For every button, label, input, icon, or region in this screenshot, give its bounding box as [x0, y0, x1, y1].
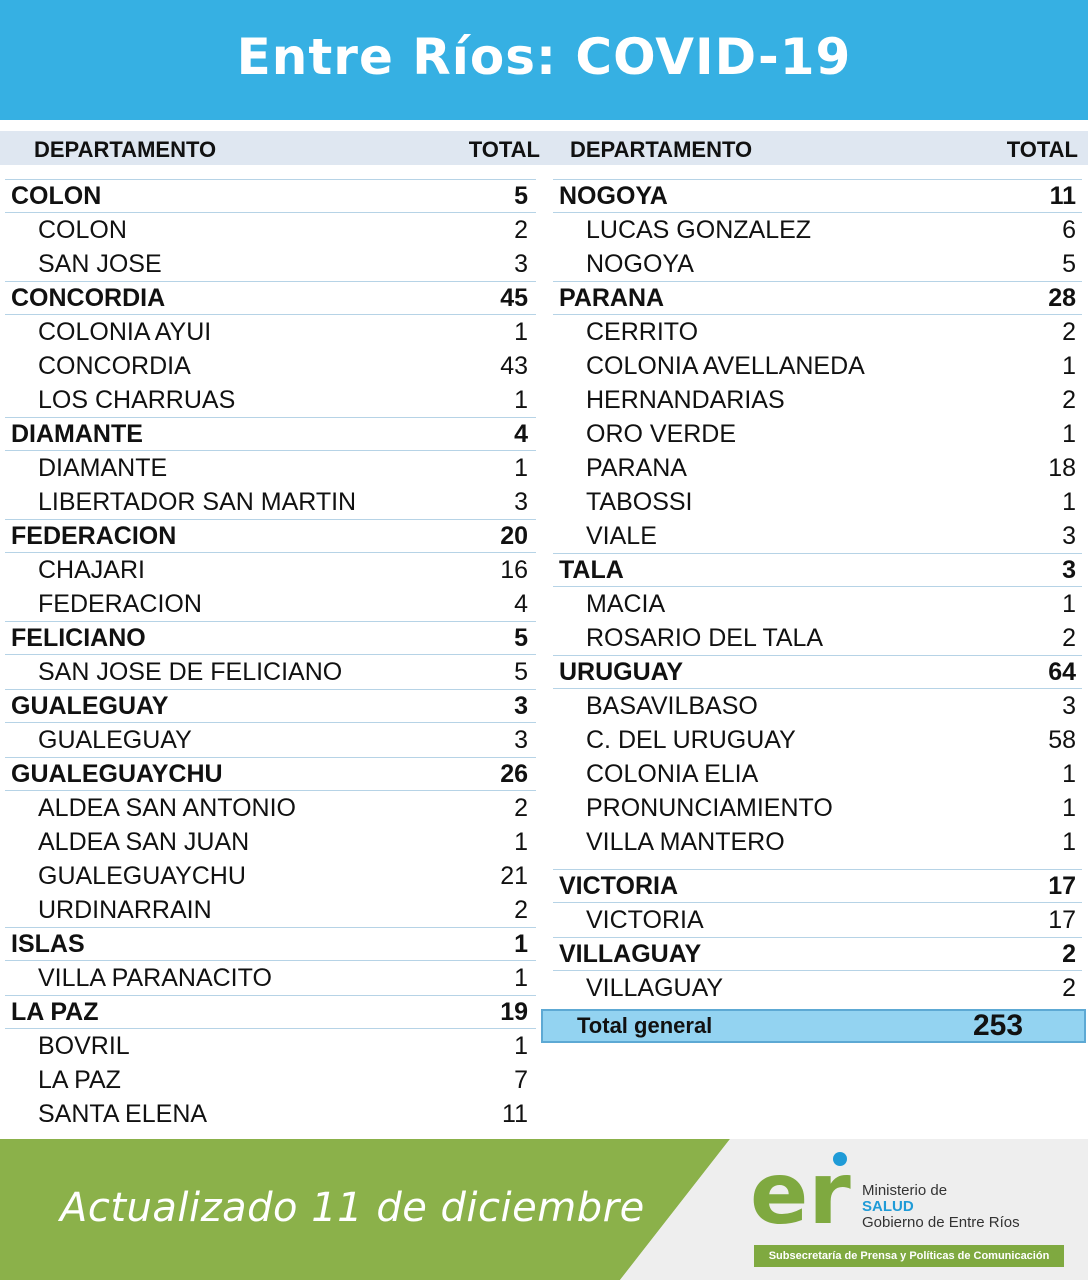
locality-total: 1 — [514, 385, 528, 414]
department-total: 17 — [1048, 871, 1076, 900]
locality-total: 17 — [1048, 905, 1076, 934]
locality-name: ALDEA SAN ANTONIO — [38, 793, 296, 822]
locality-row — [5, 893, 536, 927]
locality-total: 1 — [1062, 487, 1076, 516]
locality-row — [553, 971, 1082, 1005]
department-row — [5, 179, 536, 213]
locality-total: 4 — [514, 589, 528, 618]
locality-row — [5, 485, 536, 519]
locality-row — [553, 315, 1082, 349]
subsecretaria-band: Subsecretaría de Prensa y Políticas de Comunicación — [754, 1245, 1064, 1267]
locality-total: 16 — [500, 555, 528, 584]
ministry-block — [862, 1183, 1020, 1231]
department-row — [5, 281, 536, 315]
locality-total: 5 — [1062, 249, 1076, 278]
locality-name: CERRITO — [586, 317, 699, 346]
department-table-right — [553, 179, 1082, 1005]
locality-total: 3 — [1062, 691, 1076, 720]
locality-name: SANTA ELENA — [38, 1099, 208, 1128]
department-name: VICTORIA — [559, 871, 678, 900]
department-row — [5, 417, 536, 451]
locality-row — [5, 587, 536, 621]
locality-row — [553, 689, 1082, 723]
locality-row — [553, 757, 1082, 791]
locality-total: 2 — [514, 895, 528, 924]
locality-name: ALDEA SAN JUAN — [38, 827, 250, 856]
locality-row — [553, 383, 1082, 417]
locality-name: COLON — [38, 215, 127, 244]
locality-row — [5, 1097, 536, 1131]
ministry-line-3: Gobierno de Entre Ríos — [862, 1214, 1020, 1231]
locality-total: 7 — [514, 1065, 528, 1094]
locality-row — [5, 1063, 536, 1097]
locality-name: CHAJARI — [38, 555, 145, 584]
locality-total: 2 — [1062, 317, 1076, 346]
department-row — [5, 927, 536, 961]
locality-name: C. DEL URUGUAY — [586, 725, 796, 754]
locality-name: LA PAZ — [38, 1065, 121, 1094]
locality-name: VIALE — [586, 521, 657, 550]
locality-name: VILLAGUAY — [586, 973, 724, 1002]
department-name: ISLAS — [11, 929, 85, 958]
department-row — [553, 869, 1082, 903]
locality-row — [5, 553, 536, 587]
locality-name: PARANA — [586, 453, 687, 482]
department-name: TALA — [559, 555, 624, 584]
locality-row — [553, 519, 1082, 553]
locality-name: LIBERTADOR SAN MARTIN — [38, 487, 357, 516]
locality-total: 5 — [514, 657, 528, 686]
department-row — [5, 519, 536, 553]
column-label-department: DEPARTAMENTO — [34, 137, 217, 162]
locality-row — [5, 1029, 536, 1063]
locality-total: 1 — [1062, 351, 1076, 380]
locality-row — [553, 903, 1082, 937]
department-row — [5, 757, 536, 791]
department-total: 2 — [1062, 939, 1076, 968]
department-total: 64 — [1048, 657, 1076, 686]
locality-name: LOS CHARRUAS — [38, 385, 236, 414]
locality-row — [553, 349, 1082, 383]
locality-total: 18 — [1048, 453, 1076, 482]
ministry-line-2: SALUD — [862, 1198, 914, 1215]
logo-text: er — [750, 1151, 851, 1231]
locality-name: COLONIA AVELLANEDA — [586, 351, 865, 380]
locality-total: 2 — [514, 793, 528, 822]
locality-row — [553, 723, 1082, 757]
department-total: 5 — [514, 623, 528, 652]
department-row — [553, 937, 1082, 971]
locality-total: 3 — [514, 487, 528, 516]
locality-row — [553, 247, 1082, 281]
locality-total: 1 — [1062, 827, 1076, 856]
department-row — [553, 179, 1082, 213]
department-total: 26 — [500, 759, 528, 788]
department-total: 1 — [514, 929, 528, 958]
department-name: URUGUAY — [559, 657, 684, 686]
department-total: 28 — [1048, 283, 1076, 312]
er-logo-icon — [750, 1151, 860, 1231]
department-row — [5, 689, 536, 723]
locality-total: 11 — [502, 1099, 528, 1128]
locality-name: URDINARRAIN — [38, 895, 212, 924]
department-row — [553, 281, 1082, 315]
department-name: LA PAZ — [11, 997, 99, 1026]
department-name: VILLAGUAY — [559, 939, 702, 968]
department-total: 3 — [1062, 555, 1076, 584]
locality-row — [5, 825, 536, 859]
locality-row — [5, 723, 536, 757]
locality-row — [553, 587, 1082, 621]
department-name: NOGOYA — [559, 181, 668, 210]
column-header-left — [0, 131, 544, 165]
locality-row — [553, 825, 1082, 859]
locality-name: LUCAS GONZALEZ — [586, 215, 812, 244]
locality-total: 3 — [514, 725, 528, 754]
department-total: 20 — [500, 521, 528, 550]
column-label-department: DEPARTAMENTO — [570, 137, 753, 162]
locality-total: 1 — [1062, 589, 1076, 618]
column-label-total: TOTAL — [468, 137, 540, 162]
department-row — [553, 655, 1082, 689]
locality-total: 43 — [500, 351, 528, 380]
locality-row — [5, 213, 536, 247]
locality-total: 58 — [1048, 725, 1076, 754]
locality-total: 1 — [514, 453, 528, 482]
locality-name: BASAVILBASO — [586, 691, 758, 720]
page-title: Entre Ríos: COVID-19 — [236, 28, 852, 86]
locality-name: ROSARIO DEL TALA — [586, 623, 824, 652]
department-total: 19 — [500, 997, 528, 1026]
locality-name: GUALEGUAY — [38, 725, 192, 754]
locality-name: VICTORIA — [586, 905, 704, 934]
locality-total: 1 — [514, 963, 528, 992]
department-total: 45 — [500, 283, 528, 312]
locality-name: TABOSSI — [586, 487, 693, 516]
department-name: FEDERACION — [11, 521, 177, 550]
locality-total: 6 — [1062, 215, 1076, 244]
locality-name: CONCORDIA — [38, 351, 191, 380]
locality-name: ORO VERDE — [586, 419, 737, 448]
column-label-total: TOTAL — [1006, 137, 1078, 162]
department-total: 11 — [1049, 181, 1076, 210]
locality-row — [5, 349, 536, 383]
total-general-label: Total general — [577, 1013, 713, 1038]
locality-total: 1 — [514, 827, 528, 856]
locality-row — [5, 383, 536, 417]
header-banner — [0, 0, 1088, 120]
row-spacer — [553, 859, 1082, 869]
department-name: GUALEGUAY — [11, 691, 169, 720]
locality-row — [553, 621, 1082, 655]
locality-name: HERNANDARIAS — [586, 385, 785, 414]
locality-row — [5, 655, 536, 689]
department-name: CONCORDIA — [11, 283, 166, 312]
locality-row — [5, 247, 536, 281]
locality-total: 1 — [514, 317, 528, 346]
department-name: FELICIANO — [11, 623, 146, 652]
locality-name: DIAMANTE — [38, 453, 168, 482]
locality-total: 2 — [514, 215, 528, 244]
locality-name: FEDERACION — [38, 589, 202, 618]
locality-name: BOVRIL — [38, 1031, 130, 1060]
department-name: COLON — [11, 181, 102, 210]
locality-total: 3 — [1062, 521, 1076, 550]
locality-row — [5, 451, 536, 485]
locality-name: GUALEGUAYCHU — [38, 861, 246, 890]
department-name: PARANA — [559, 283, 665, 312]
department-total: 5 — [514, 181, 528, 210]
department-name: DIAMANTE — [11, 419, 143, 448]
department-total: 4 — [514, 419, 528, 448]
department-total: 3 — [514, 691, 528, 720]
department-table-left — [5, 179, 536, 1131]
locality-total: 3 — [514, 249, 528, 278]
locality-total: 1 — [514, 1031, 528, 1060]
footer — [0, 1139, 1088, 1280]
locality-total: 1 — [1062, 759, 1076, 788]
locality-row — [553, 417, 1082, 451]
locality-row — [553, 451, 1082, 485]
locality-name: COLONIA ELIA — [586, 759, 759, 788]
department-row — [5, 995, 536, 1029]
locality-row — [5, 315, 536, 349]
locality-total: 2 — [1062, 973, 1076, 1002]
column-header-right — [544, 131, 1088, 165]
locality-name: COLONIA AYUI — [38, 317, 212, 346]
locality-total: 1 — [1062, 419, 1076, 448]
locality-name: VILLA MANTERO — [586, 827, 785, 856]
locality-total: 2 — [1062, 385, 1076, 414]
department-row — [5, 621, 536, 655]
updated-date: Actualizado 11 de diciembre — [60, 1185, 645, 1231]
locality-row — [553, 485, 1082, 519]
locality-name: PRONUNCIAMIENTO — [586, 793, 833, 822]
locality-row — [553, 213, 1082, 247]
locality-name: NOGOYA — [586, 249, 694, 278]
department-name: GUALEGUAYCHU — [11, 759, 223, 788]
ministry-line-1: Ministerio de — [862, 1182, 948, 1199]
locality-name: SAN JOSE — [38, 249, 162, 278]
locality-row — [553, 791, 1082, 825]
locality-row — [5, 791, 536, 825]
locality-name: MACIA — [586, 589, 666, 618]
total-general-value: 253 — [973, 1009, 1024, 1042]
locality-total: 2 — [1062, 623, 1076, 652]
locality-name: SAN JOSE DE FELICIANO — [38, 657, 343, 686]
department-row — [553, 553, 1082, 587]
locality-total: 21 — [500, 861, 528, 890]
locality-total: 1 — [1062, 793, 1076, 822]
locality-row — [5, 859, 536, 893]
total-general-bar — [541, 1009, 1086, 1043]
locality-row — [5, 961, 536, 995]
locality-name: VILLA PARANACITO — [38, 963, 272, 992]
